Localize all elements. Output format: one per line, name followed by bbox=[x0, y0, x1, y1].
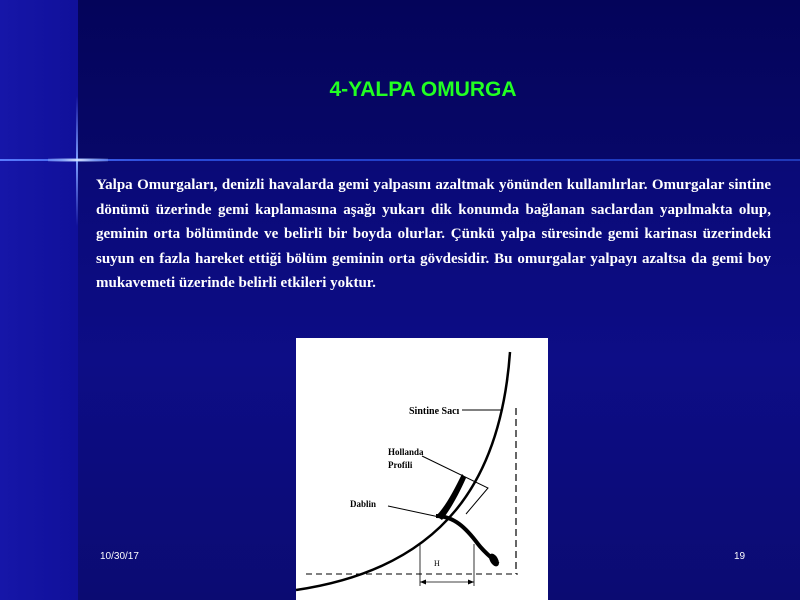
hollanda-profile-shape bbox=[436, 474, 466, 520]
label-h: H bbox=[434, 559, 440, 568]
dablin-leader-line bbox=[388, 506, 444, 518]
dimension-arrow-left bbox=[420, 580, 426, 585]
label-hollanda: Hollanda bbox=[388, 447, 424, 457]
slide-title: 4-YALPA OMURGA bbox=[329, 78, 517, 101]
slide-paragraph: Yalpa Omurgaları, denizli havalarda gemi yalpasını azaltmak yönünden kullanılırlar. Omurgalar sintine dönümü üzerinde gemi kaplamasına aşağı yukarı dik konumda bağlanan saclardan yapılmakta olup, geminin orta bölümünde ve belirli bir boyda olurlar. Çünkü yalpa süresinde gemi karinası üzerindeki suyun en fazla hareket ettiği bölüm geminin orta gövdesidir. Bu omurgalar yalpayı azaltsa da gemi boy mukavemeti üzerinde belirli etkileri yoktur. bbox=[96, 177, 771, 292]
light-flare bbox=[48, 158, 108, 162]
bilge-keel-diagram bbox=[296, 338, 548, 600]
dimension-arrow-right bbox=[468, 580, 474, 585]
label-sintine-saci: Sintine Sacı bbox=[409, 406, 460, 417]
bilge-keel-figure bbox=[296, 338, 548, 600]
label-dablin: Dablin bbox=[350, 499, 377, 509]
label-profili: Profili bbox=[388, 460, 413, 470]
footer-date: 10/30/17 bbox=[100, 551, 139, 562]
hollanda-leader-line bbox=[422, 456, 488, 514]
horizontal-divider-line bbox=[0, 159, 800, 161]
hull-plating-curve bbox=[296, 352, 510, 590]
footer-page-number: 19 bbox=[734, 551, 746, 562]
